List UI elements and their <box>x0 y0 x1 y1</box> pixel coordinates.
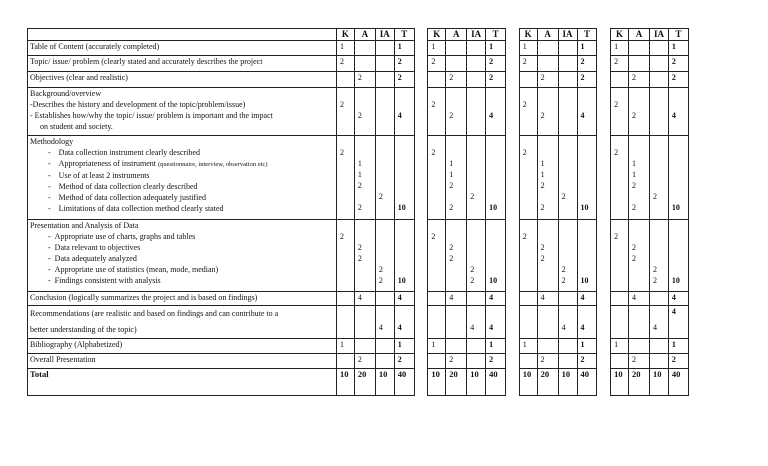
score-cell <box>558 339 577 354</box>
score-cell: 2 2 <box>375 220 394 292</box>
score-cell: 10 <box>486 136 506 220</box>
score-cell <box>446 56 467 72</box>
criterion-recommendations: Recommendations (are realistic and based on findings and can contribute to a better understanding of the topic) <box>28 306 337 339</box>
score-cell: 2 2 <box>628 220 649 292</box>
col-a: A <box>628 29 649 41</box>
column-gap <box>506 292 520 306</box>
column-gap <box>506 136 520 220</box>
header-row <box>28 29 689 41</box>
score-cell: 2 <box>537 72 558 88</box>
score-cell <box>467 88 486 136</box>
score-cell <box>558 292 577 306</box>
column-gap <box>597 41 611 56</box>
score-cell <box>558 41 577 56</box>
score-cell <box>446 339 467 354</box>
score-cell: 1 <box>519 41 537 56</box>
table-row <box>28 292 689 306</box>
score-cell <box>537 56 558 72</box>
score-cell: 4 <box>375 306 394 339</box>
col-k: K <box>336 29 354 41</box>
table-row <box>28 88 689 136</box>
score-cell <box>446 41 467 56</box>
col-k: K <box>428 29 446 41</box>
col-t: T <box>394 29 414 41</box>
score-cell: 1 1 2 2 <box>628 136 649 220</box>
score-cell <box>446 306 467 339</box>
score-cell <box>467 354 486 369</box>
score-cell <box>519 72 537 88</box>
score-cell: 10 <box>467 369 486 396</box>
score-cell: 2 <box>519 56 537 72</box>
column-gap <box>506 56 520 72</box>
score-cell <box>628 306 649 339</box>
score-cell <box>537 306 558 339</box>
column-gap <box>414 29 428 41</box>
score-cell <box>467 339 486 354</box>
column-gap <box>414 72 428 88</box>
score-cell: 4 <box>394 292 414 306</box>
score-cell: 2 <box>650 136 669 220</box>
score-cell: 4 <box>668 292 688 306</box>
table-row <box>28 306 689 339</box>
score-cell <box>467 41 486 56</box>
score-cell: 2 <box>336 136 354 220</box>
score-cell: 4 <box>668 306 688 339</box>
criterion-objectives: Objectives (clear and realistic) <box>28 72 337 88</box>
criterion-overall: Overall Presentation <box>28 354 337 369</box>
score-cell <box>628 56 649 72</box>
score-cell <box>650 354 669 369</box>
score-cell: 2 <box>394 56 414 72</box>
score-cell: 10 <box>558 369 577 396</box>
score-cell <box>354 339 375 354</box>
score-cell: 2 <box>558 136 577 220</box>
column-gap <box>597 369 611 396</box>
score-cell: 4 <box>668 88 688 136</box>
score-cell: 10 <box>650 369 669 396</box>
column-gap <box>597 72 611 88</box>
column-gap <box>597 88 611 136</box>
score-cell: 10 <box>668 136 688 220</box>
score-cell: 4 <box>628 292 649 306</box>
score-cell: 2 <box>537 354 558 369</box>
column-gap <box>414 88 428 136</box>
score-cell: 4 <box>394 88 414 136</box>
score-cell <box>558 56 577 72</box>
col-a: A <box>446 29 467 41</box>
score-cell: 4 <box>354 292 375 306</box>
column-gap <box>414 354 428 369</box>
score-cell: 2 <box>486 56 506 72</box>
column-gap <box>506 369 520 396</box>
column-gap <box>597 29 611 41</box>
score-cell: 4 <box>577 88 597 136</box>
column-gap <box>506 339 520 354</box>
score-cell: 2 <box>428 56 446 72</box>
table-row <box>28 136 689 220</box>
col-ia: IA <box>650 29 669 41</box>
score-cell <box>375 72 394 88</box>
score-cell: 2 <box>336 88 354 136</box>
score-cell: 4 <box>537 292 558 306</box>
score-cell: 4 <box>446 292 467 306</box>
column-gap <box>597 354 611 369</box>
col-ia: IA <box>467 29 486 41</box>
score-cell: 1 <box>486 41 506 56</box>
score-cell: 2 <box>628 354 649 369</box>
score-cell: 2 2 <box>558 220 577 292</box>
column-gap <box>506 72 520 88</box>
column-gap <box>414 292 428 306</box>
score-cell: 1 <box>668 339 688 354</box>
score-cell: 10 <box>577 220 597 292</box>
score-cell: 2 <box>611 56 629 72</box>
score-cell <box>611 72 629 88</box>
score-cell: 2 <box>668 354 688 369</box>
score-cell <box>650 339 669 354</box>
score-cell <box>537 41 558 56</box>
score-cell: 4 <box>577 292 597 306</box>
score-cell: 1 <box>668 41 688 56</box>
score-cell: 2 <box>336 56 354 72</box>
score-cell <box>354 56 375 72</box>
column-gap <box>506 41 520 56</box>
score-cell <box>519 306 537 339</box>
score-cell <box>375 56 394 72</box>
score-cell: 2 <box>628 88 649 136</box>
score-cell: 2 <box>394 72 414 88</box>
col-t: T <box>486 29 506 41</box>
score-cell <box>336 306 354 339</box>
total-row <box>28 369 689 396</box>
criterion-presentation: Presentation and Analysis of Data - Appropriate use of charts, graphs and tables - Data relevant to objectives - Data adequately analyzed - Appropriate use of statistics (mean, mode, median) - Findings consistent with analysis <box>28 220 337 292</box>
table-row <box>28 220 689 292</box>
column-gap <box>597 136 611 220</box>
criterion-conclusion: Conclusion (logically summarizes the project and is based on findings) <box>28 292 337 306</box>
score-cell: 4 <box>486 88 506 136</box>
score-cell: 10 <box>611 369 629 396</box>
score-cell: 2 <box>486 72 506 88</box>
col-ia: IA <box>558 29 577 41</box>
score-cell: 10 <box>486 220 506 292</box>
score-cell: 1 <box>394 339 414 354</box>
score-cell: 10 <box>577 136 597 220</box>
score-cell: 2 <box>537 88 558 136</box>
criteria-header <box>28 29 337 41</box>
score-cell: 2 <box>354 88 375 136</box>
score-cell: 1 1 2 2 <box>537 136 558 220</box>
score-cell <box>375 41 394 56</box>
score-cell: 2 <box>446 354 467 369</box>
score-cell: 2 <box>486 354 506 369</box>
score-cell <box>611 306 629 339</box>
score-cell: 2 2 <box>650 220 669 292</box>
column-gap <box>414 220 428 292</box>
score-cell: 2 <box>668 56 688 72</box>
col-a: A <box>537 29 558 41</box>
score-cell: 4 <box>577 306 597 339</box>
column-gap <box>414 56 428 72</box>
score-cell <box>375 339 394 354</box>
score-cell: 2 <box>375 136 394 220</box>
score-cell: 1 <box>611 41 629 56</box>
score-cell <box>558 88 577 136</box>
score-cell: 2 <box>519 220 537 292</box>
score-cell: 4 <box>650 306 669 339</box>
column-gap <box>414 136 428 220</box>
score-cell: 1 <box>486 339 506 354</box>
score-cell: 2 <box>394 354 414 369</box>
score-cell: 40 <box>668 369 688 396</box>
score-cell <box>428 354 446 369</box>
score-cell: 10 <box>375 369 394 396</box>
score-cell <box>467 292 486 306</box>
col-t: T <box>577 29 597 41</box>
score-cell <box>519 354 537 369</box>
column-gap <box>506 29 520 41</box>
score-cell <box>650 292 669 306</box>
score-cell <box>611 354 629 369</box>
column-gap <box>414 339 428 354</box>
score-cell <box>537 339 558 354</box>
score-cell <box>558 354 577 369</box>
score-cell: 10 <box>336 369 354 396</box>
score-cell: 2 <box>577 72 597 88</box>
col-a: A <box>354 29 375 41</box>
score-cell: 2 <box>428 136 446 220</box>
column-gap <box>597 339 611 354</box>
score-cell: 2 <box>611 88 629 136</box>
score-cell: 2 <box>336 220 354 292</box>
score-cell: 2 <box>428 88 446 136</box>
score-cell: 4 <box>486 292 506 306</box>
score-cell <box>650 88 669 136</box>
score-cell: 10 <box>394 220 414 292</box>
score-cell: 2 <box>428 220 446 292</box>
score-cell: 1 <box>428 339 446 354</box>
score-cell: 2 <box>446 72 467 88</box>
table-row <box>28 339 689 354</box>
score-cell: 4 <box>467 306 486 339</box>
table-row <box>28 56 689 72</box>
criterion-bibliography: Bibliography (Alphabetized) <box>28 339 337 354</box>
score-cell <box>375 88 394 136</box>
score-cell <box>650 72 669 88</box>
col-ia: IA <box>375 29 394 41</box>
column-gap <box>414 369 428 396</box>
score-cell: 1 1 2 2 <box>446 136 467 220</box>
score-cell: 2 <box>668 72 688 88</box>
score-cell: 10 <box>519 369 537 396</box>
column-gap <box>506 220 520 292</box>
criterion-methodology: Methodology - Data collection instrument clearly described - Appropriateness of instrument (questionnaire, interview, observation etc) - Use of at least 2 instruments - Method of data collection clearly described - Method of data collection adequately justified - Limitations of data collection method clearly stated <box>28 136 337 220</box>
score-cell <box>467 72 486 88</box>
col-t: T <box>668 29 688 41</box>
score-cell: 20 <box>537 369 558 396</box>
score-cell <box>354 306 375 339</box>
score-cell <box>611 292 629 306</box>
score-cell: 1 <box>611 339 629 354</box>
score-cell <box>558 72 577 88</box>
score-cell: 1 <box>428 41 446 56</box>
score-cell <box>336 72 354 88</box>
score-cell: 2 <box>354 354 375 369</box>
score-cell: 2 2 <box>446 220 467 292</box>
score-cell <box>628 339 649 354</box>
score-cell: 2 <box>628 72 649 88</box>
score-cell <box>628 41 649 56</box>
score-cell: 2 2 <box>354 220 375 292</box>
score-cell <box>467 56 486 72</box>
col-k: K <box>519 29 537 41</box>
score-cell <box>354 41 375 56</box>
score-cell: 4 <box>394 306 414 339</box>
column-gap <box>597 220 611 292</box>
score-cell <box>336 354 354 369</box>
score-cell <box>375 354 394 369</box>
score-cell: 40 <box>486 369 506 396</box>
total-label: Total <box>28 369 337 396</box>
score-cell: 1 <box>577 339 597 354</box>
score-cell: 1 1 2 2 <box>354 136 375 220</box>
rubric-table <box>27 28 689 396</box>
score-cell: 10 <box>428 369 446 396</box>
score-cell: 2 <box>611 136 629 220</box>
score-cell: 1 <box>336 41 354 56</box>
score-cell: 2 <box>611 220 629 292</box>
score-cell: 1 <box>394 41 414 56</box>
score-cell: 2 <box>577 56 597 72</box>
score-cell: 2 <box>519 136 537 220</box>
score-cell: 1 <box>519 339 537 354</box>
score-cell: 4 <box>558 306 577 339</box>
score-cell: 4 <box>486 306 506 339</box>
score-cell: 10 <box>394 136 414 220</box>
column-gap <box>506 354 520 369</box>
score-cell: 20 <box>628 369 649 396</box>
score-cell: 20 <box>354 369 375 396</box>
table-row <box>28 41 689 56</box>
score-cell: 2 2 <box>537 220 558 292</box>
column-gap <box>506 88 520 136</box>
score-cell: 2 <box>354 72 375 88</box>
score-cell: 40 <box>577 369 597 396</box>
column-gap <box>597 306 611 339</box>
col-k: K <box>611 29 629 41</box>
score-cell: 40 <box>394 369 414 396</box>
table-row <box>28 354 689 369</box>
score-cell <box>428 72 446 88</box>
score-cell <box>650 41 669 56</box>
score-cell <box>650 56 669 72</box>
column-gap <box>506 306 520 339</box>
criterion-background: Background/overview -Describes the history and development of the topic/problem/issue) - Establishes how/why the topic/ issue/ problem is important and the impact on student and society. <box>28 88 337 136</box>
column-gap <box>597 292 611 306</box>
score-cell <box>336 292 354 306</box>
score-cell: 2 <box>467 136 486 220</box>
score-cell: 20 <box>446 369 467 396</box>
column-gap <box>597 56 611 72</box>
score-cell <box>519 292 537 306</box>
score-cell: 2 2 <box>467 220 486 292</box>
score-cell: 1 <box>577 41 597 56</box>
score-cell: 2 <box>519 88 537 136</box>
score-cell <box>375 292 394 306</box>
column-gap <box>414 41 428 56</box>
score-cell: 1 <box>336 339 354 354</box>
criterion-topic: Topic/ issue/ problem (clearly stated and accurately describes the project <box>28 56 337 72</box>
score-cell: 2 <box>577 354 597 369</box>
column-gap <box>414 306 428 339</box>
table-row <box>28 72 689 88</box>
score-cell <box>428 292 446 306</box>
score-cell: 2 <box>446 88 467 136</box>
criterion-toc: Table of Content (accurately completed) <box>28 41 337 56</box>
score-cell <box>428 306 446 339</box>
score-cell: 10 <box>668 220 688 292</box>
